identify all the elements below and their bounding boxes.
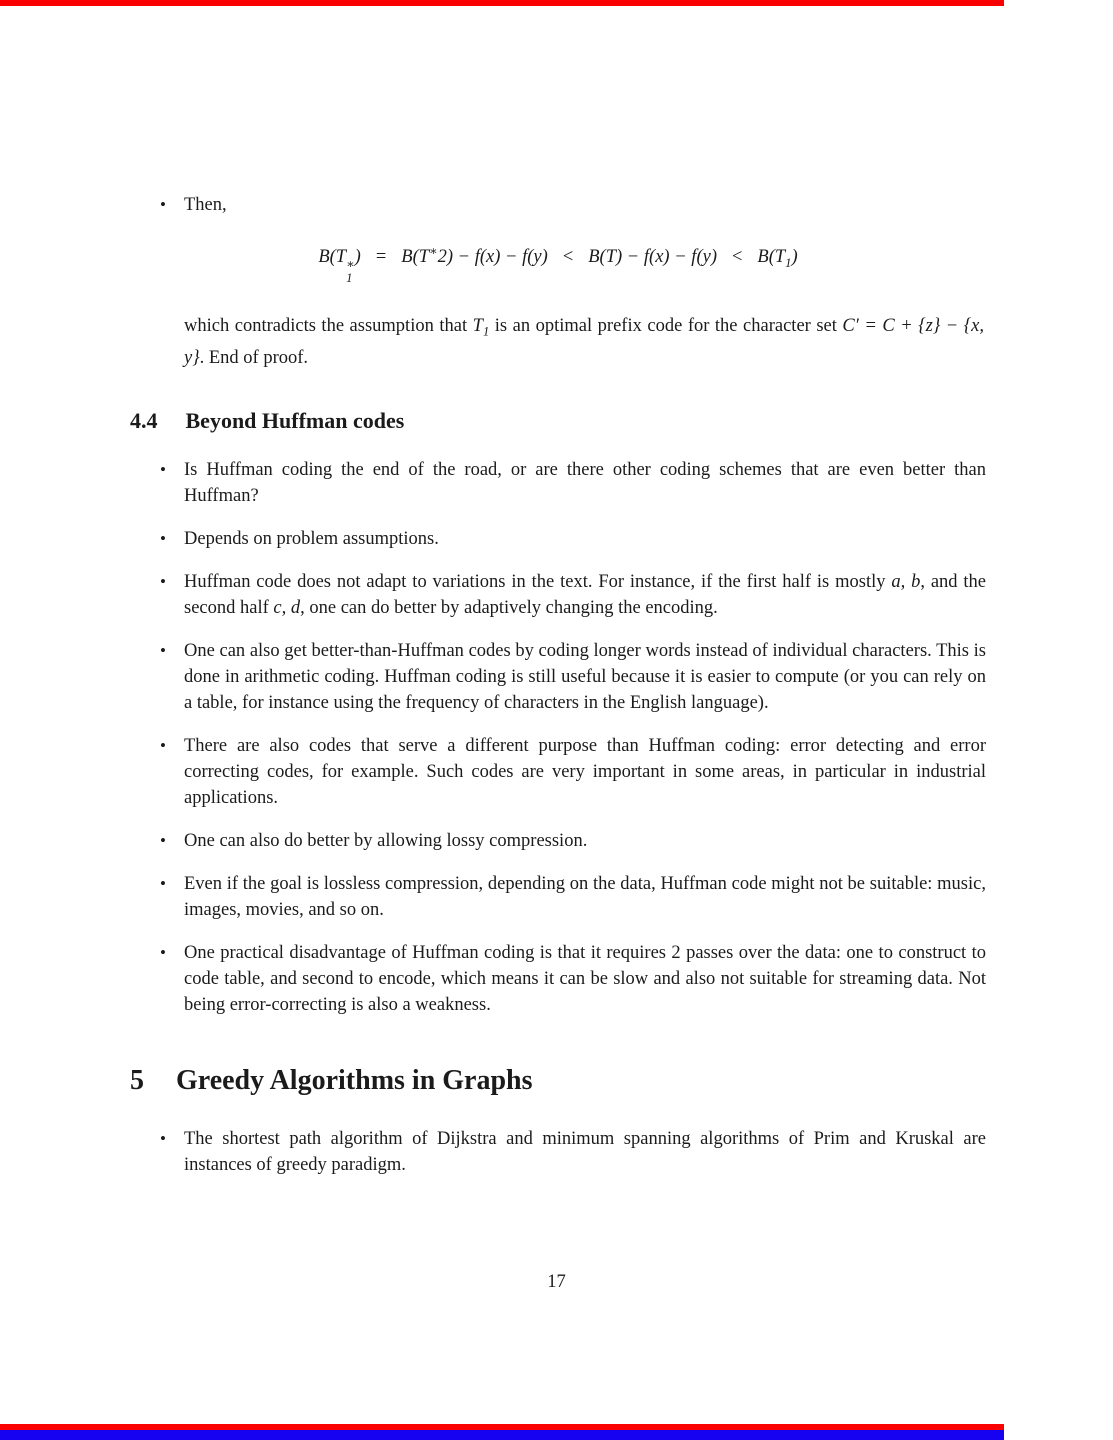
bullet-text: Huffman code does not adapt to variations in the text. For instance, if the first half is mostly <box>184 572 892 593</box>
bullet-icon: • <box>160 943 166 963</box>
math-inline: a, b <box>891 572 921 593</box>
equation-term: 2) − f(x) − f(y) <box>437 247 548 268</box>
bottom-edge-blue-bar <box>0 1430 1004 1440</box>
page-content <box>130 192 986 1195</box>
bullet-icon: • <box>160 460 166 480</box>
list-item <box>130 457 986 509</box>
equation-superscript: ∗ <box>346 256 355 271</box>
list-item <box>130 940 986 1018</box>
bullet-text: One practical disadvantage of Huffman coding is that it requires 2 passes over the data: one to construct to code table, and second to encode, which means it can be slow and also not suitable for streaming data. Not being error-correcting is also a weakness. <box>184 943 986 1016</box>
section-title: Greedy Algorithms in Graphs <box>176 1065 533 1097</box>
bullet-text: , and the second half <box>184 572 987 619</box>
equation-subscript: 1 <box>346 270 353 285</box>
equation-superscript: ∗ <box>429 244 438 258</box>
list-item <box>130 526 986 552</box>
proof-paragraph <box>184 313 984 371</box>
section-5-list <box>130 1126 986 1178</box>
equation-relation-less-than: < <box>562 247 574 268</box>
equation-subscript: 1 <box>785 255 792 270</box>
list-item <box>130 638 986 716</box>
section-number: 5 <box>130 1065 144 1097</box>
equation-term: ) <box>354 247 361 268</box>
bullet-text: Even if the goal is lossless compression, depending on the data, Huffman code might not be suitable: music, images, movies, and so on. <box>184 874 986 921</box>
bullet-text: The shortest path algorithm of Dijkstra and minimum spanning algorithms of Prim and Kruskal are instances of greedy paradigm. <box>184 1129 986 1176</box>
math-inline: c, d <box>273 598 301 619</box>
bullet-text: Depends on problem assumptions. <box>184 529 439 550</box>
list-item <box>130 733 986 811</box>
equation-term: B(T <box>401 247 430 268</box>
math-subscript: 1 <box>482 325 490 340</box>
equation-term: ) <box>791 247 798 268</box>
bullet-icon: • <box>160 874 166 894</box>
bullet-text: One can also do better by allowing lossy compression. <box>184 831 588 852</box>
proof-text: which contradicts the assumption that <box>184 316 473 337</box>
bullet-icon: • <box>160 572 166 592</box>
bullet-icon: • <box>160 195 166 214</box>
equation-relation-less-than: < <box>731 247 743 268</box>
equation-term: B(T <box>757 247 786 268</box>
list-item <box>130 828 986 854</box>
bullet-text: , one can do better by adaptively changing the encoding. <box>300 598 718 619</box>
proof-text: is an optimal prefix code for the character set <box>489 316 843 337</box>
section-title: Beyond Huffman codes <box>185 408 405 434</box>
math-inline: C′ = C + {z} − {x, y} <box>184 316 984 369</box>
bullet-icon: • <box>160 736 166 756</box>
then-text: Then, <box>184 195 227 215</box>
page-number: 17 <box>547 1272 566 1292</box>
proof-list <box>130 192 986 218</box>
list-item-then <box>130 192 986 218</box>
bullet-icon: • <box>160 641 166 661</box>
equation-term: B(T) − f(x) − f(y) <box>588 247 717 268</box>
list-item <box>130 871 986 923</box>
math-inline: T <box>472 316 483 337</box>
equation-supsub <box>346 258 355 286</box>
bullet-icon: • <box>160 831 166 851</box>
bullet-icon: • <box>160 1129 166 1149</box>
equation-term: B(T <box>318 247 347 268</box>
list-item <box>130 1126 986 1178</box>
bullet-text: Is Huffman coding the end of the road, or are there other coding schemes that are even better than Huffman? <box>184 460 986 507</box>
section-4-4-list <box>130 457 986 1018</box>
bullet-text: There are also codes that serve a different purpose than Huffman coding: error detecting and error correcting codes, for example. Such codes are very important in some areas, in particular in industrial applications. <box>184 736 986 809</box>
list-item <box>130 569 986 621</box>
top-edge-red-bar <box>0 0 1004 6</box>
proof-text: . End of proof. <box>199 348 309 369</box>
equation-relation-equals: = <box>375 247 387 268</box>
section-heading-4-4 <box>130 407 986 435</box>
section-heading-5 <box>130 1064 986 1098</box>
bullet-text: One can also get better-than-Huffman codes by coding longer words instead of individual characters. This is done in arithmetic coding. Huffman coding is still useful because it is easier to compute (or you can rely on a table, for instance using the frequency of characters in the English language). <box>184 641 986 714</box>
bullet-icon: • <box>160 529 166 549</box>
section-number: 4.4 <box>130 408 158 434</box>
display-equation <box>130 238 986 285</box>
